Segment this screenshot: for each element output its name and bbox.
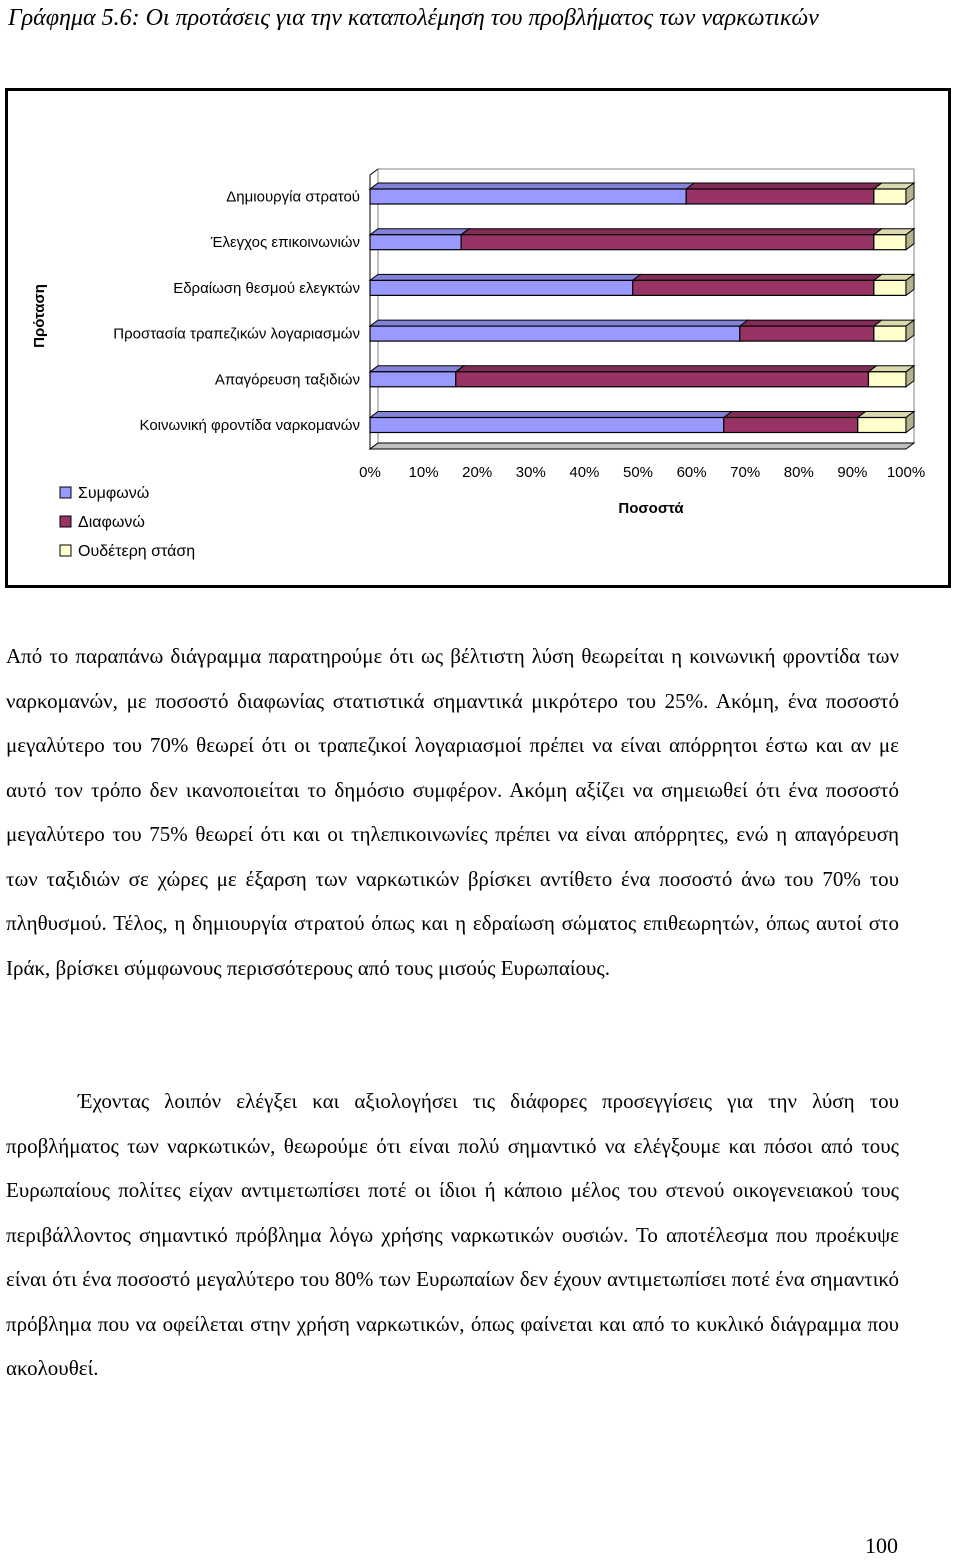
bar-segment	[370, 274, 641, 295]
x-tick-label: 0%	[359, 464, 381, 481]
bar-segment-front	[868, 372, 906, 387]
bar-segment-front	[858, 418, 906, 433]
legend-label: Συμφωνώ	[78, 485, 150, 502]
bar-segment	[874, 274, 914, 295]
bar-segment-front	[686, 189, 874, 204]
paragraph-2	[6, 1079, 899, 1391]
bar-segment	[370, 320, 748, 341]
bar-segment-front	[370, 326, 740, 341]
x-tick-label: 50%	[622, 464, 654, 481]
bar-segment	[370, 366, 464, 387]
stacked-bar-chart	[8, 91, 948, 585]
bar-segment	[370, 412, 732, 433]
bar-segment	[686, 183, 882, 204]
bar-segment-front	[874, 235, 906, 250]
bar-segment-top	[370, 274, 641, 280]
bar-segment-front	[370, 235, 461, 250]
x-tick-label: 40%	[569, 464, 600, 481]
bar-segment-front	[633, 280, 874, 295]
x-tick-label: 30%	[515, 464, 546, 481]
bar-segment-top	[370, 412, 732, 418]
category-labels	[113, 189, 360, 435]
page-number: 100	[865, 1533, 898, 1558]
bar-segment-front	[724, 418, 858, 433]
legend-label: Ουδέτερη στάση	[78, 543, 196, 560]
bar-segment	[858, 412, 914, 433]
category-label: Εδραίωση θεσμού ελεγκτών	[173, 279, 360, 297]
bar-segment-front	[740, 326, 874, 341]
plot-area	[370, 169, 914, 449]
bar-segment-front	[370, 280, 633, 295]
chart-frame	[5, 88, 951, 588]
bar-segment-top	[724, 412, 866, 418]
bar-segment-top	[633, 274, 882, 280]
bar-segment-front	[456, 372, 869, 387]
legend-label: Διαφωνώ	[78, 514, 145, 531]
plot-back-wall	[378, 169, 914, 443]
bar-segment-top	[456, 366, 877, 372]
bar-segment-front	[370, 418, 724, 433]
bar-segment-top	[858, 412, 914, 418]
bar-segment	[724, 412, 866, 433]
bar-segment	[461, 229, 882, 250]
plot-floor	[370, 443, 914, 449]
legend-swatch	[60, 516, 71, 527]
bar-segment-front	[461, 235, 874, 250]
bar-segment	[874, 183, 914, 204]
y-axis-label: Πρόταση	[31, 284, 48, 348]
category-label: Έλεγχος επικοινωνιών	[210, 234, 360, 252]
bar-segment	[874, 229, 914, 250]
bar-segment-top	[686, 183, 882, 189]
category-label: Κοινωνική φροντίδα ναρκομανών	[139, 417, 360, 434]
bar-segment	[370, 183, 694, 204]
bar-segment-front	[874, 280, 906, 295]
bar-segment	[633, 274, 882, 295]
paragraph-1-text: Από το παραπάνω διάγραμμα παρατηρούμε ότι ως βέλτιστη λύση θεωρείται η κοινωνική φροντίδα των ναρκομανών, με ποσοστό διαφωνίας στατιστικά σημαντικά μικρότερο του 25%. Ακόμη, ένα ποσοστό μεγαλύτερο του 70% θεωρεί ότι οι τραπεζικοί λογαριασμοί πρέπει να είναι απόρρητοι έστω και αν με αυτό τον τρόπο δεν ικανοποιείται το δημόσιο συμφέρον. Ακόμη αξίζει να σημειωθεί ότι ένα ποσοστό μεγαλύτερο του 75% θεωρεί ότι και οι τηλεπικοινωνίες πρέπει να είναι απόρρητες, ενώ η απαγόρευση των ταξιδιών σε χώρες με έξαρση των ναρκωτικών βρίσκει αντίθετο ένα ποσοστό άνω του 70% του πληθυσμού. Τέλος, η δημιουργία στρατού όπως και η εδραίωση σώματος επιθεωρητών, όπως αυτοί στο Ιράκ, βρίσκει σύμφωνους περισσότερους από τους μισούς Ευρωπαίους.	[6, 644, 899, 980]
bar-segment-top	[370, 366, 464, 372]
bar-segment-top	[370, 183, 694, 189]
bar-segment	[370, 229, 469, 250]
x-tick-label: 90%	[837, 464, 868, 481]
bar-segment-front	[370, 189, 686, 204]
paragraph-2-text: Έχοντας λοιπόν ελέγξει και αξιολογήσει τις διάφορες προσεγγίσεις για την λύση του προβλήματος των ναρκωτικών, θεωρούμε ότι είναι πολύ σημαντικό να ελέγξουμε και πόσοι από τους Ευρωπαίους πολίτες είχαν αντιμετωπίσει ποτέ οι ίδιοι ή κάποιο μέλος του στενού οικογενειακού τους περιβάλλοντος σημαντικό πρόβλημα λόγω χρήσης ναρκωτικών ουσιών. Το αποτέλεσμα που προέκυψε είναι ότι ένα ποσοστό μεγαλύτερο του 80% των Ευρωπαίων δεν έχουν αντιμετωπίσει ποτέ ένα σημαντικό πρόβλημα που να οφείλεται στην χρήση ναρκωτικών, όπως φαίνεται και από το κυκλικό διάγραμμα που ακολουθεί.	[6, 1089, 899, 1380]
bar-segment-top	[461, 229, 882, 235]
bar-segment-top	[370, 229, 469, 235]
category-label: Απαγόρευση ταξιδιών	[214, 371, 360, 389]
x-axis-label: Ποσοστά	[618, 500, 684, 517]
x-tick-label: 10%	[408, 464, 439, 481]
x-tick-label: 80%	[783, 464, 814, 481]
bar-segment	[874, 320, 914, 341]
category-label: Δημιουργία στρατού	[226, 188, 360, 206]
bar-segment-top	[740, 320, 882, 326]
bar-segment-front	[370, 372, 456, 387]
bar-segment-front	[874, 189, 906, 204]
legend	[60, 485, 195, 560]
bar-segment	[868, 366, 914, 387]
bar-segment-front	[874, 326, 906, 341]
x-tick-labels	[359, 464, 925, 481]
x-tick-label: 100%	[886, 464, 926, 481]
paragraph-1	[6, 634, 899, 990]
bar-segment	[740, 320, 882, 341]
x-tick-label: 70%	[730, 464, 761, 481]
bar-segment	[456, 366, 877, 387]
plot-side-wall	[370, 169, 378, 449]
x-tick-label: 60%	[676, 464, 707, 481]
x-tick-label: 20%	[462, 464, 493, 481]
bar-segment-top	[370, 320, 748, 326]
legend-swatch	[60, 545, 71, 556]
figure-caption: Γράφημα 5.6: Οι προτάσεις για την καταπολέμηση του προβλήματος των ναρκωτικών	[8, 5, 819, 31]
category-label: Προστασία τραπεζικών λογαριασμών	[113, 325, 360, 343]
legend-swatch	[60, 487, 71, 498]
